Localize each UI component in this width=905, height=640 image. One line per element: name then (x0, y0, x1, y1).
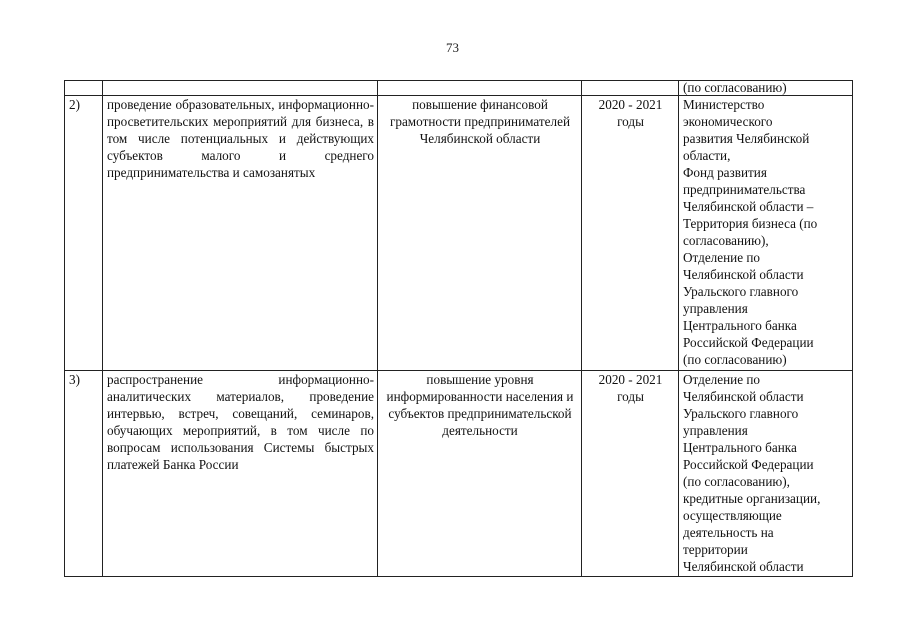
responsible-line: деятельность на (683, 525, 774, 540)
responsible-line: Отделение по (683, 250, 761, 265)
activity-cell: проведение образовательных, информационно-просветительских мероприятий для бизнеса, в том числе потенциальных и действующих субъектов малого и среднего предпринимательства и самозанятых (103, 96, 378, 371)
table-row (65, 96, 853, 371)
responsible-line: Челябинской области – (683, 199, 814, 214)
responsible-cell (679, 96, 853, 371)
table-row (65, 371, 853, 577)
responsible-line: Челябинской области (683, 389, 804, 404)
cell-empty (378, 81, 582, 96)
responsible-cell: (по согласованию) (679, 81, 853, 96)
page-number: 73 (446, 40, 459, 55)
responsible-line: согласованию), (683, 233, 769, 248)
cell-empty (582, 81, 679, 96)
term-cell: 2020 - 2021 годы (582, 96, 679, 371)
responsible-line: Уральского главного (683, 284, 799, 299)
responsible-line: осуществляющие (683, 508, 782, 523)
responsible-line: управления (683, 301, 748, 316)
result-cell: повышение финансовой грамотности предпринимателей Челябинской области (378, 96, 582, 371)
responsible-line: экономического (683, 114, 773, 129)
responsible-line: Министерство (683, 97, 765, 112)
responsible-line: (по согласованию), (683, 474, 790, 489)
cell-empty (103, 81, 378, 96)
row-number: 2) (65, 96, 103, 371)
table-row-continuation (65, 81, 853, 96)
responsible-line: кредитные организации, (683, 491, 821, 506)
term-cell: 2020 - 2021 годы (582, 371, 679, 577)
responsible-line: предпринимательства (683, 182, 806, 197)
responsible-line: Российской Федерации (683, 335, 814, 350)
measures-table (64, 80, 853, 577)
responsible-line: Челябинской области (683, 267, 804, 282)
cell-empty (65, 81, 103, 96)
responsible-line: Территория бизнеса (по (683, 216, 818, 231)
responsible-line: территории (683, 542, 748, 557)
result-cell: повышение уровня информированности населения и субъектов предпринимательской деятельности (378, 371, 582, 577)
responsible-line: управления (683, 423, 748, 438)
responsible-cell (679, 371, 853, 577)
responsible-line: Центрального банка (683, 440, 797, 455)
responsible-line: Отделение по (683, 372, 761, 387)
activity-cell: распространение информационно-аналитических материалов, проведение интервью, встреч, совещаний, семинаров, обучающих мероприятий, в том числе по вопросам использования Системы быстрых платежей Банка России (103, 371, 378, 577)
responsible-line: Уральского главного (683, 406, 799, 421)
responsible-line: (по согласованию) (683, 352, 787, 367)
responsible-line: развития Челябинской (683, 131, 810, 146)
responsible-line: Центрального банка (683, 318, 797, 333)
responsible-line: области, (683, 148, 731, 163)
row-number: 3) (65, 371, 103, 577)
responsible-line: Российской Федерации (683, 457, 814, 472)
responsible-line: Фонд развития (683, 165, 767, 180)
responsible-line: Челябинской области (683, 559, 804, 574)
